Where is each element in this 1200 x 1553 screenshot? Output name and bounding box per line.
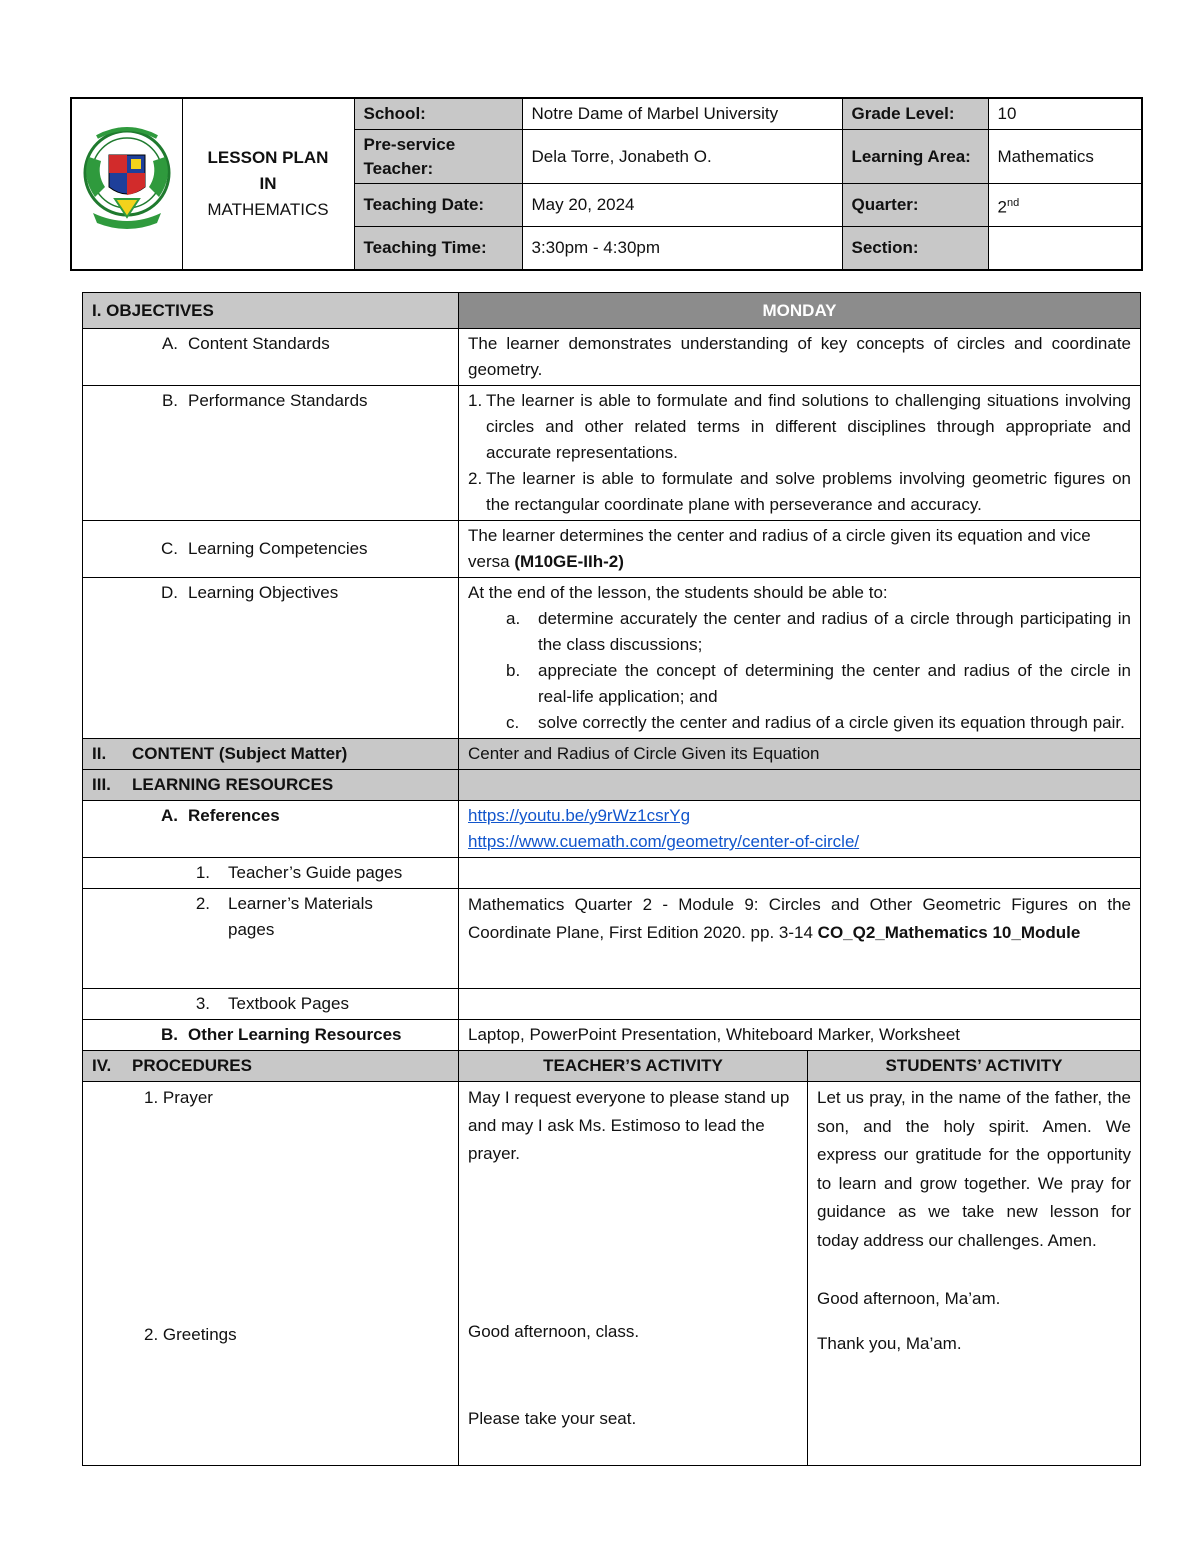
textbook-text: Textbook Pages (228, 994, 349, 1013)
learning-objectives-value (459, 578, 1141, 739)
performance-item-1: The learner is able to formulate and find solutions to challenging situations involving circles and other related terms in different disciplines through appropriate and accurate representations. (486, 391, 1131, 462)
quarter-number: 2 (997, 197, 1007, 217)
learning-objectives-letter: D. (161, 583, 178, 602)
learners-materials-num: 2. (195, 894, 210, 913)
learning-objectives-label (83, 578, 459, 739)
content-standards-text: Content Standards (188, 334, 330, 353)
performance-standards-label (83, 386, 459, 521)
quarter-label: Quarter: (842, 184, 988, 227)
list-item: 2. The learner is able to formulate and solve problems involving geometric figures on the rectangular coordinate plane with perseverance and accuracy. (468, 469, 1131, 514)
grade-value: 10 (988, 98, 1142, 130)
day-heading: MONDAY (459, 293, 1141, 329)
procedures-steps (83, 1082, 459, 1466)
teachers-guide-label (83, 858, 459, 889)
list-item: 1. The learner is able to formulate and find solutions to challenging situations involving circles and other related terms in different disciplines through appropriate and accurate representations. (468, 391, 1131, 462)
grade-label: Grade Level: (842, 98, 988, 130)
teacher-value: Dela Torre, Jonabeth O. (522, 130, 842, 184)
resources-heading (83, 770, 459, 801)
teachers-guide-text: Teacher’s Guide pages (228, 863, 403, 882)
performance-standards-value (459, 386, 1141, 521)
textbook-value (459, 989, 1141, 1020)
other-resources-label (83, 1020, 459, 1051)
references-label (83, 801, 459, 858)
learners-materials-label (83, 889, 459, 989)
student-prayer: Let us pray, in the name of the father, the son, and the holy spirit. Amen. We express our gratitude for the opportunity to learn and grow together. We pray for guidance as we take new lesson for today address our challenges. Amen. (817, 1088, 1131, 1250)
competencies-letter: C. (161, 539, 178, 558)
teacher-activity-heading: TEACHER’S ACTIVITY (459, 1051, 808, 1082)
competency-code: (M10GE-IIh-2) (514, 552, 624, 571)
performance-item-2: The learner is able to formulate and solve problems involving geometric figures on the rectangular coordinate plane with perseverance and accuracy. (486, 469, 1131, 514)
list-item: c. solve correctly the center and radius of a circle given its equation through pair. (506, 713, 1125, 732)
date-label: Teaching Date: (354, 184, 522, 227)
textbook-label (83, 989, 459, 1020)
learners-materials-text: Learner’s Materials pages (228, 894, 373, 939)
teacher-greet-2: Please take your seat. (468, 1409, 637, 1428)
school-value: Notre Dame of Marbel University (522, 98, 842, 130)
student-activity (808, 1082, 1141, 1466)
title-line-3: MATHEMATICS (207, 199, 329, 219)
content-standards-value: The learner demonstrates understanding of key concepts of circles and coordinate geometry. (459, 329, 1141, 386)
step-greetings: 2. Greetings (144, 1325, 237, 1344)
school-logo (71, 98, 182, 270)
competencies-text: Learning Competencies (188, 539, 368, 558)
teacher-label: Pre-service Teacher: (354, 130, 522, 184)
competencies-label (83, 521, 459, 578)
student-activity-heading: STUDENTS’ ACTIVITY (808, 1051, 1141, 1082)
teacher-activity (459, 1082, 808, 1466)
procedures-num: IV. (92, 1056, 112, 1075)
procedures-label: PROCEDURES (132, 1056, 252, 1075)
textbook-num: 3. (195, 994, 210, 1013)
lesson-plan-title (182, 98, 354, 270)
resources-num: III. (92, 775, 111, 794)
content-value: Center and Radius of Circle Given its Equation (459, 739, 1141, 770)
student-greet-2: Thank you, Ma’am. (817, 1333, 962, 1353)
reference-link-cuemath[interactable]: https://www.cuemath.com/geometry/center-of-circle/ (468, 832, 860, 851)
other-resources-text: Other Learning Resources (188, 1025, 402, 1044)
list-item: a. determine accurately the center and radius of a circle through participating in the class discussions; (506, 609, 1131, 654)
time-value: 3:30pm - 4:30pm (522, 227, 842, 270)
content-num: II. (92, 744, 107, 763)
teachers-guide-num: 1. (195, 863, 210, 882)
title-line-2: IN (259, 173, 277, 193)
learners-materials-ref: Mathematics Quarter 2 - Module 9: Circles and Other Geometric Figures on the Coordinate Plane, First Edition 2020. pp. 3-14 (468, 895, 1131, 942)
procedures-heading (83, 1051, 459, 1082)
objective-item-c: solve correctly the center and radius of a circle given its equation through pair. (538, 713, 1125, 732)
other-resources-letter: B. (161, 1025, 178, 1044)
learning-objectives-text: Learning Objectives (188, 583, 339, 602)
performance-standards-list (468, 388, 1131, 518)
objectives-heading: I. OBJECTIVES (83, 293, 459, 329)
list-item: b. appreciate the concept of determining the center and radius of the circle in real-life application; and (506, 661, 1131, 706)
teacher-greet-1: Good afternoon, class. (468, 1322, 640, 1341)
objective-item-a: determine accurately the center and radius of a circle through participating in the class discussions; (538, 609, 1131, 654)
content-heading (83, 739, 459, 770)
competency-text: The learner determines the center and radius of a circle given its equation and vice versa (468, 526, 1091, 571)
objective-item-b: appreciate the concept of determining the center and radius of the circle in real-life application; and (538, 661, 1131, 706)
reference-link-youtube[interactable]: https://youtu.be/y9rWz1csrYg (468, 806, 691, 825)
resources-value (459, 770, 1141, 801)
learners-materials-value (459, 889, 1141, 989)
performance-standards-letter: B. (161, 391, 178, 410)
teacher-prayer: May I request everyone to please stand up and may I ask Ms. Estimoso to lead the prayer. (468, 1088, 790, 1163)
content-standards-letter: A. (161, 334, 178, 353)
other-resources-value: Laptop, PowerPoint Presentation, Whiteboard Marker, Worksheet (459, 1020, 1141, 1051)
section-value (988, 227, 1142, 270)
quarter-suffix: nd (1006, 196, 1020, 209)
time-label: Teaching Time: (354, 227, 522, 270)
section-label: Section: (842, 227, 988, 270)
step-prayer: 1. Prayer (144, 1088, 213, 1107)
competencies-value (459, 521, 1141, 578)
area-value: Mathematics (988, 130, 1142, 184)
area-label: Learning Area: (842, 130, 988, 184)
resources-label: LEARNING RESOURCES (132, 775, 334, 794)
header-table (70, 97, 1143, 271)
learning-objectives-intro: At the end of the lesson, the students should be able to: (468, 583, 888, 602)
student-greet-1: Good afternoon, Ma’am. (817, 1289, 1001, 1308)
content-standards-label (83, 329, 459, 386)
school-label: School: (354, 98, 522, 130)
references-value (459, 801, 1141, 858)
quarter-value (988, 184, 1142, 227)
references-letter: A. (161, 806, 178, 825)
performance-standards-text: Performance Standards (188, 391, 368, 410)
date-value: May 20, 2024 (522, 184, 842, 227)
content-label: CONTENT (Subject Matter) (132, 744, 348, 763)
references-text: References (188, 806, 280, 825)
title-line-1: LESSON PLAN (207, 147, 329, 167)
learners-materials-code: CO_Q2_Mathematics 10_Module (817, 923, 1081, 942)
learning-objectives-list (468, 606, 1131, 736)
teachers-guide-value (459, 858, 1141, 889)
school-seal-icon (79, 117, 175, 243)
lesson-table (82, 292, 1141, 1466)
